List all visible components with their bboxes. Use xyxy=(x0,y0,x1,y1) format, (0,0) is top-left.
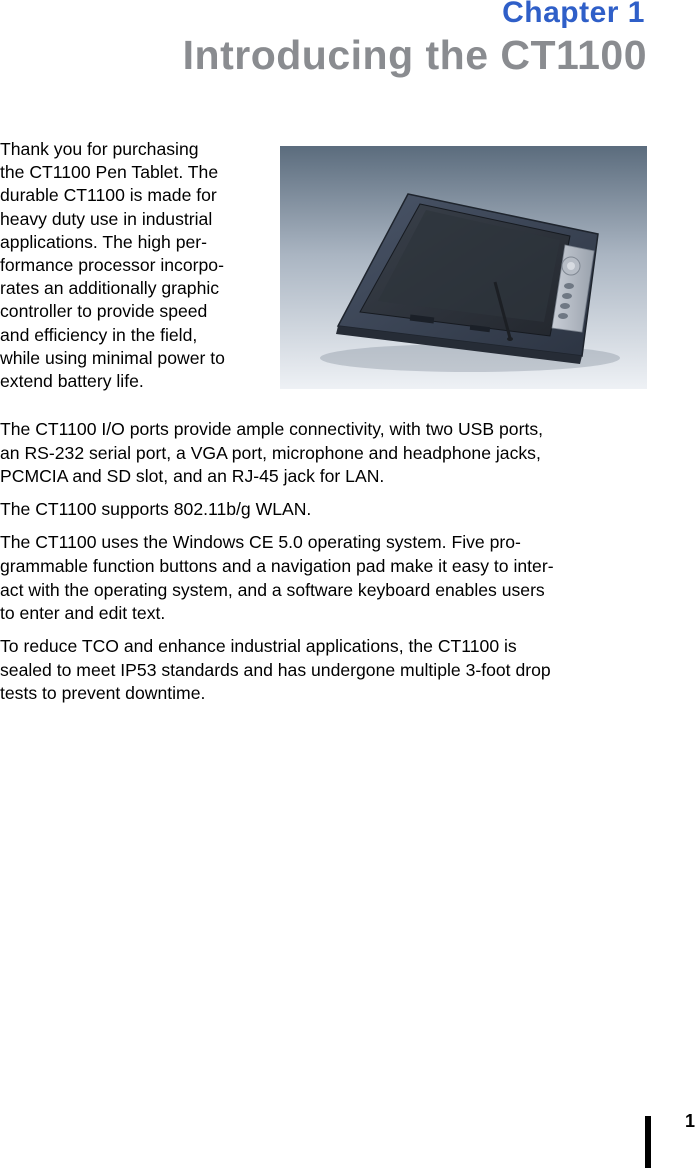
text-line: grammable function buttons and a navigation pad make it easy to inter- xyxy=(0,555,554,576)
text-line: PCMCIA and SD slot, and an RJ-45 jack for LAN. xyxy=(0,466,385,487)
text-line: sealed to meet IP53 standards and has undergone multiple 3-foot drop xyxy=(0,659,551,680)
text-line: To reduce TCO and enhance industrial applications, the CT1100 is xyxy=(0,636,517,657)
chapter-label: Chapter 1 xyxy=(502,0,645,29)
text-line: the CT1100 Pen Tablet. The xyxy=(0,162,219,183)
text-line: durable CT1100 is made for xyxy=(0,185,217,206)
paragraph xyxy=(0,418,655,489)
text-line: The CT1100 supports 802.11b/g WLAN. xyxy=(0,499,312,520)
text-line: act with the operating system, and a software keyboard enables users xyxy=(0,579,545,600)
paragraph xyxy=(0,498,655,522)
text-line: The CT1100 uses the Windows CE 5.0 operating system. Five pro- xyxy=(0,532,521,553)
text-line: The CT1100 I/O ports provide ample connectivity, with two USB ports, xyxy=(0,419,544,439)
text-line: extend battery life. xyxy=(0,371,144,392)
paragraph xyxy=(0,635,655,706)
text-line: while using minimal power to xyxy=(0,347,225,368)
text-line: Thank you for purchasing xyxy=(0,139,199,159)
text-line: to enter and edit text. xyxy=(0,603,166,624)
text-line: controller to provide speed xyxy=(0,301,208,322)
paragraph xyxy=(0,531,655,625)
tablet-photo xyxy=(280,146,647,389)
text-line: and efficiency in the field, xyxy=(0,324,198,345)
page-edge-rule xyxy=(645,1116,651,1168)
text-line: heavy duty use in industrial xyxy=(0,208,213,229)
text-line: applications. The high per- xyxy=(0,231,208,252)
text-line: formance processor incorpo- xyxy=(0,255,224,276)
intro-paragraph xyxy=(0,138,268,393)
text-line: an RS-232 serial port, a VGA port, microphone and headphone jacks, xyxy=(0,442,541,463)
page-number: 1 xyxy=(685,1111,696,1131)
body-text xyxy=(0,418,655,716)
text-line: tests to prevent downtime. xyxy=(0,683,206,704)
text-line: rates an additionally graphic xyxy=(0,278,220,299)
chapter-title: Introducing the CT1100 xyxy=(182,32,647,78)
